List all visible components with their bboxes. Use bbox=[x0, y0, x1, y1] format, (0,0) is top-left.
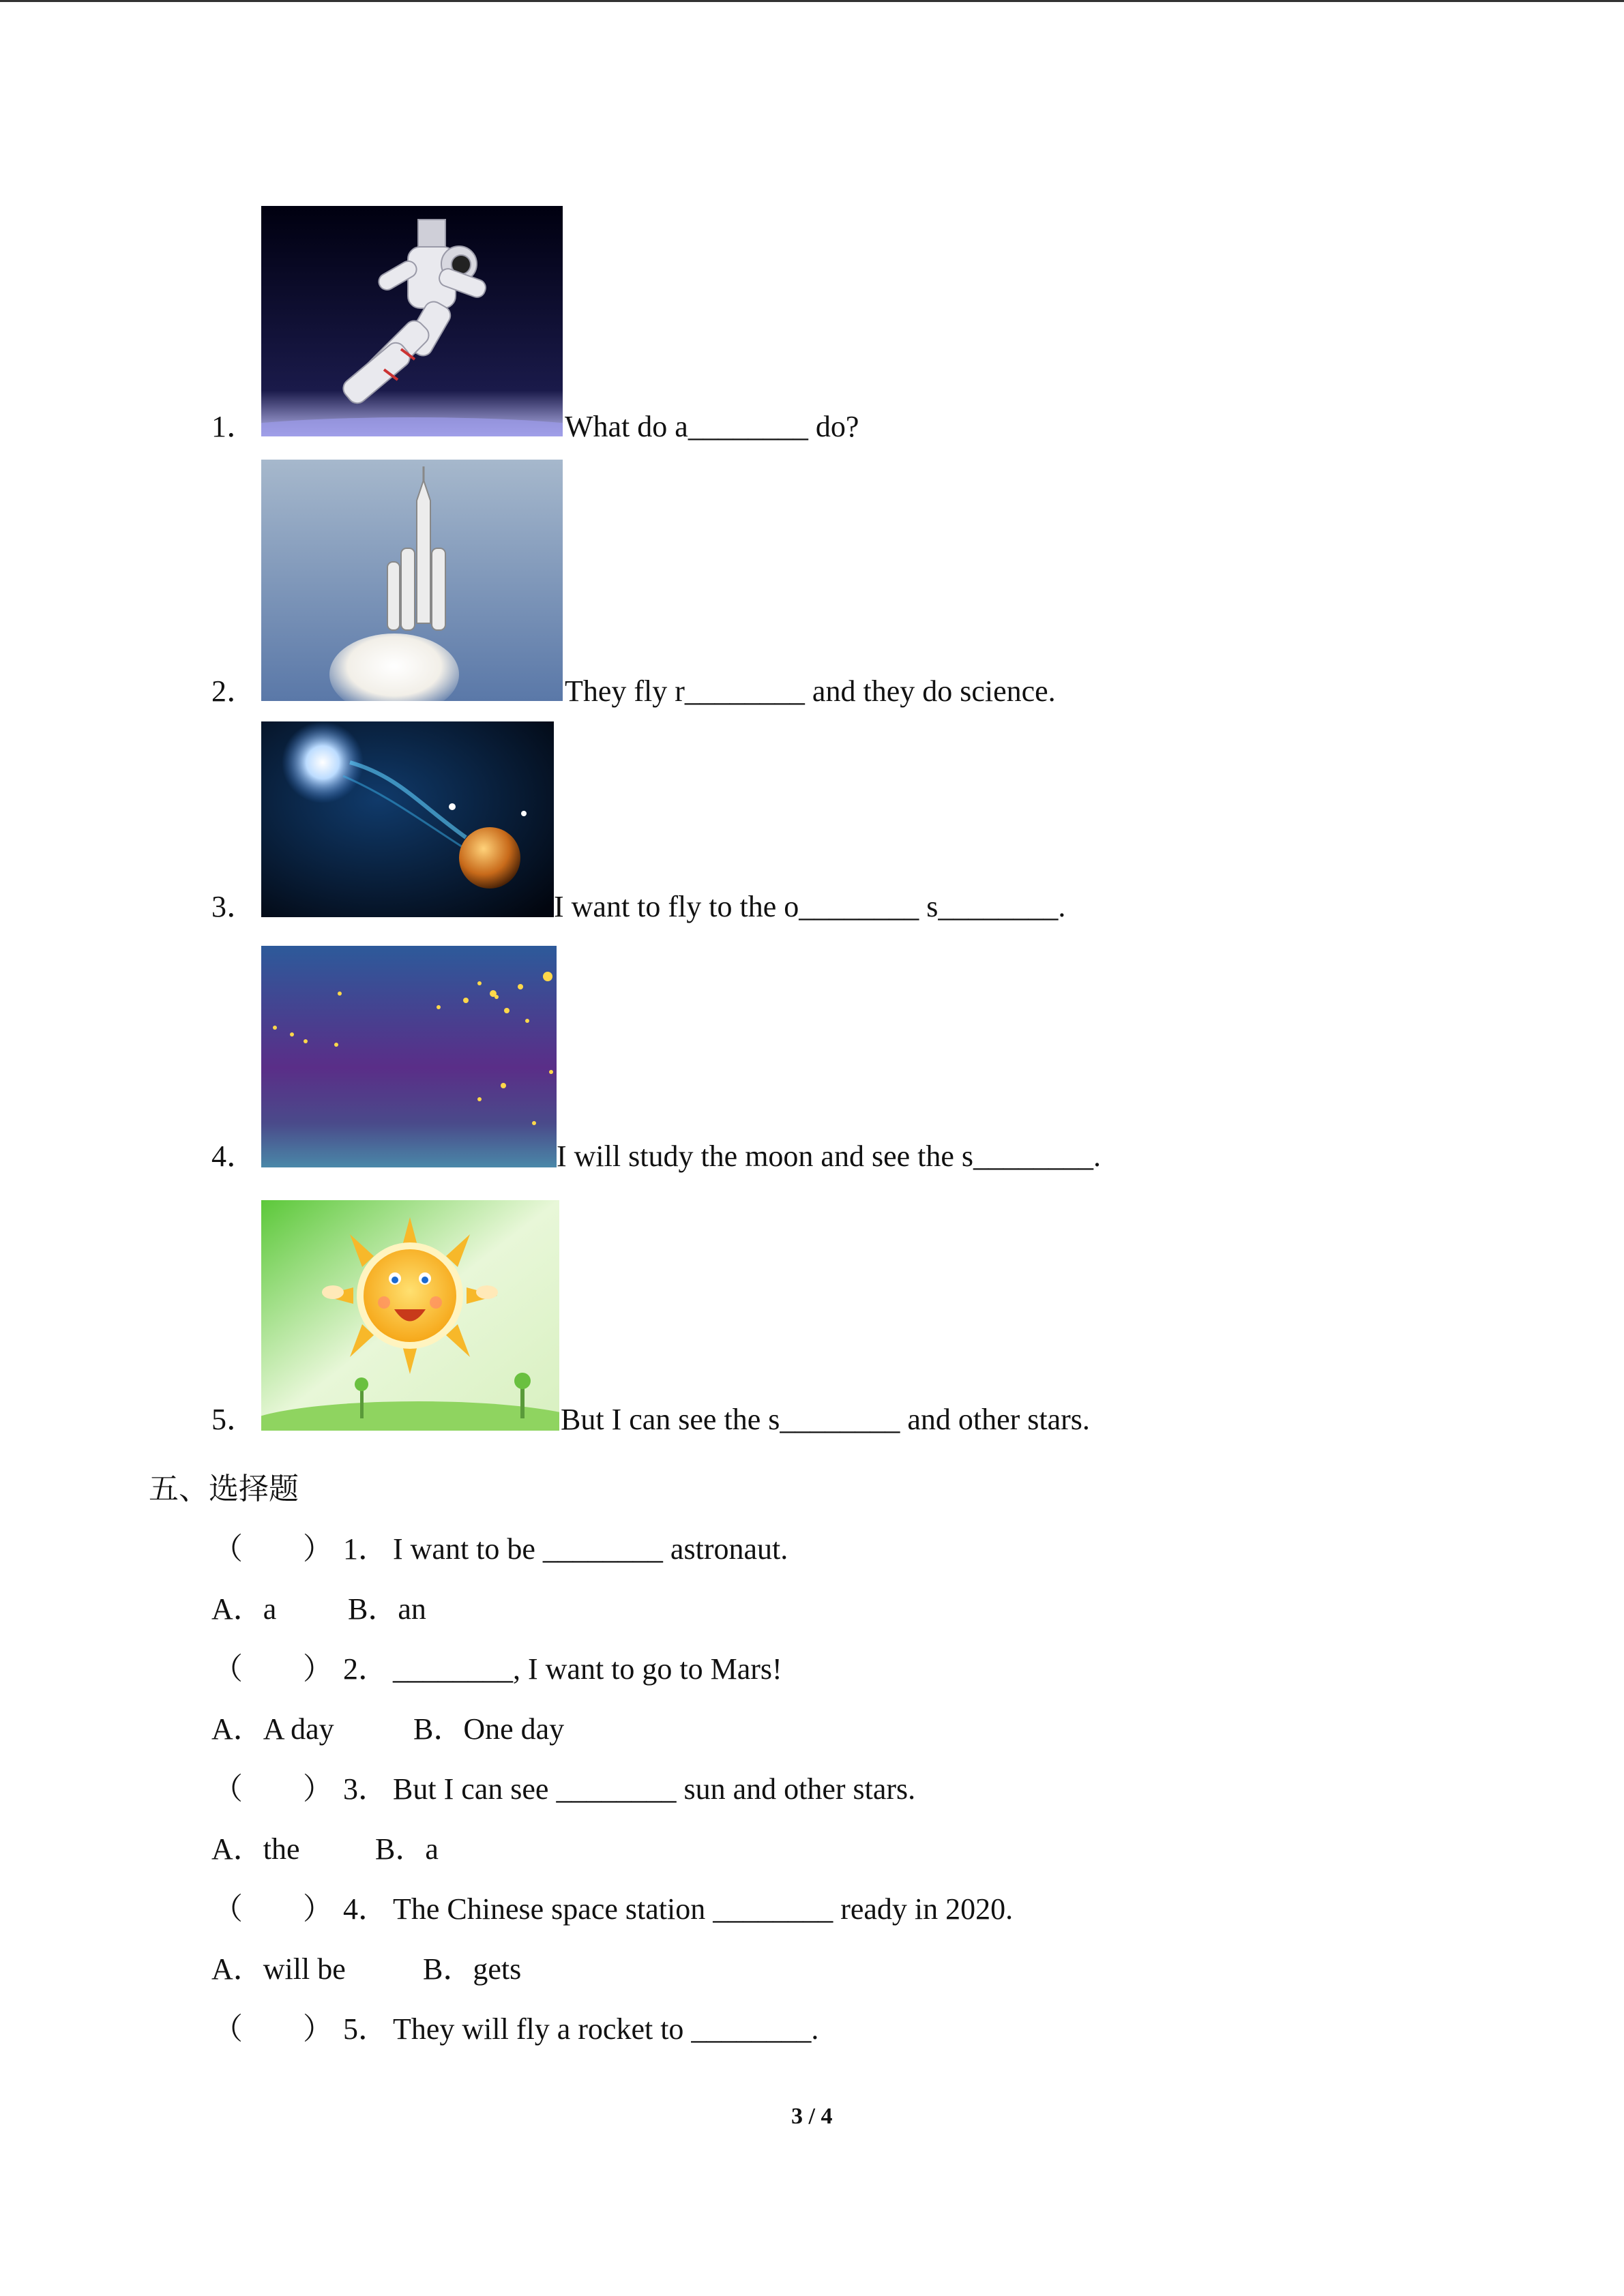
page-top-border bbox=[0, 0, 1624, 2]
question-number: 1． bbox=[343, 1532, 388, 1566]
item-number: 2． bbox=[211, 674, 256, 708]
item-number: 3． bbox=[211, 890, 256, 923]
option-b: B．gets bbox=[423, 1952, 522, 1986]
option-a: A．A day bbox=[211, 1712, 334, 1746]
fill-in-sentence: I will study the moon and see the s________. bbox=[557, 1139, 1102, 1173]
question-stem: But I can see ________ sun and other stars. bbox=[393, 1772, 916, 1806]
option-a: A．will be bbox=[211, 1952, 346, 1986]
option-b: B．a bbox=[375, 1832, 439, 1866]
page-number: 3 / 4 bbox=[791, 2104, 833, 2129]
question-number: 4． bbox=[343, 1892, 388, 1926]
rocket-image bbox=[261, 460, 563, 701]
answer-paren: （ ） bbox=[213, 1652, 333, 1686]
option-a: A．the bbox=[211, 1832, 300, 1866]
fill-in-sentence: What do a________ do? bbox=[565, 410, 859, 443]
cartoon-sun-image bbox=[261, 1200, 559, 1431]
question-stem: They will fly a rocket to ________. bbox=[393, 2012, 819, 2046]
answer-paren: （ ） bbox=[213, 1892, 333, 1926]
answer-paren: （ ） bbox=[213, 1532, 333, 1566]
item-number: 4． bbox=[211, 1139, 256, 1173]
answer-paren: （ ） bbox=[213, 2012, 333, 2046]
fill-in-sentence: I want to fly to the o________ s________. bbox=[554, 890, 1066, 923]
fill-in-sentence: But I can see the s________ and other stars. bbox=[561, 1403, 1090, 1436]
item-number: 5． bbox=[211, 1403, 256, 1436]
starry-sky-image bbox=[261, 946, 557, 1167]
item-number: 1． bbox=[211, 410, 256, 443]
option-a: A．a bbox=[211, 1592, 277, 1626]
section-title: 五、选择题 bbox=[149, 1472, 299, 1506]
answer-paren: （ ） bbox=[213, 1772, 333, 1806]
question-stem: ________, I want to go to Mars! bbox=[393, 1652, 782, 1686]
question-number: 3． bbox=[343, 1772, 388, 1806]
outer-space-image bbox=[261, 721, 554, 917]
question-stem: I want to be ________ astronaut. bbox=[393, 1532, 788, 1566]
question-number: 5． bbox=[343, 2012, 388, 2046]
question-number: 2． bbox=[343, 1652, 388, 1686]
question-stem: The Chinese space station ________ ready in 2020. bbox=[393, 1892, 1014, 1926]
option-b: B．One day bbox=[413, 1712, 565, 1746]
fill-in-sentence: They fly r________ and they do science. bbox=[565, 674, 1056, 708]
astronaut-image bbox=[261, 206, 563, 436]
option-b: B．an bbox=[348, 1592, 426, 1626]
